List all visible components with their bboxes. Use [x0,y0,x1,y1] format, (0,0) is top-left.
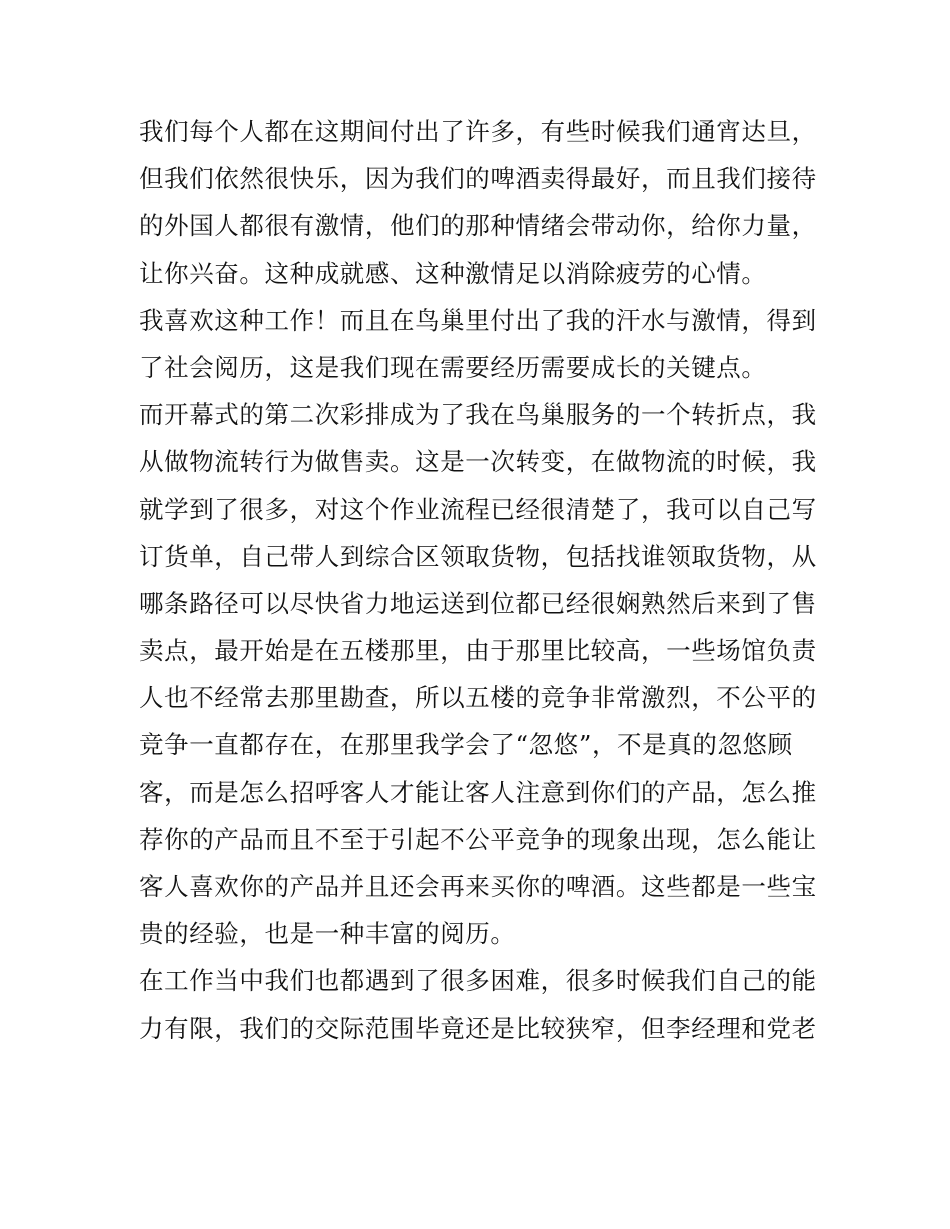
text-line: 而开幕式的第二次彩排成为了我在鸟巢服务的一个转折点，我 [139,400,817,430]
text-line: 了社会阅历，这是我们现在需要经历需要成长的关键点。 [139,352,767,382]
text-line: 就学到了很多，对这个作业流程已经很清楚了，我可以自己写 [139,494,817,524]
text-line: 荐你的产品而且不至于引起不公平竞争的现象出现，怎么能让 [139,824,817,854]
text-line: 哪条路径可以尽快省力地运送到位都已经很娴熟然后来到了售 [139,588,817,618]
text-line: 我喜欢这种工作！而且在鸟巢里付出了我的汗水与激情，得到 [139,305,817,335]
text-line: 我们每个人都在这期间付出了许多，有些时候我们通宵达旦， [139,117,817,146]
text-line: 客，而是怎么招呼客人才能让客人注意到你们的产品，怎么推 [139,777,817,807]
text-line: 卖点，最开始是在五楼那里，由于那里比较高，一些场馆负责 [139,636,817,666]
text-line: 让你兴奋。这种成就感、这种激情足以消除疲劳的心情。 [139,258,767,288]
text-line: 人也不经常去那里勘查，所以五楼的竞争非常激烈，不公平的 [139,683,817,713]
body-text [139,108,819,1052]
text-line: 订货单，自己带人到综合区领取货物，包括找谁领取货物，从 [139,541,817,571]
text-line: 力有限，我们的交际范围毕竟还是比较狭窄，但李经理和党老 [139,1013,817,1043]
text-line: 客人喜欢你的产品并且还会再来买你的啤酒。这些都是一些宝 [139,872,817,901]
text-line: 的外国人都很有激情，他们的那种情绪会带动你，给你力量， [139,211,817,241]
text-line: 在工作当中我们也都遇到了很多困难，很多时候我们自己的能 [139,966,817,996]
text-line: 从做物流转行为做售卖。这是一次转变，在做物流的时候，我 [139,447,817,477]
text-line: 贵的经验，也是一种丰富的阅历。 [139,919,516,949]
text-line: 但我们依然很快乐，因为我们的啤酒卖得最好，而且我们接待 [139,164,817,194]
text-line: 竞争一直都存在，在那里我学会了“忽悠”，不是真的忽悠顾 [139,730,793,760]
